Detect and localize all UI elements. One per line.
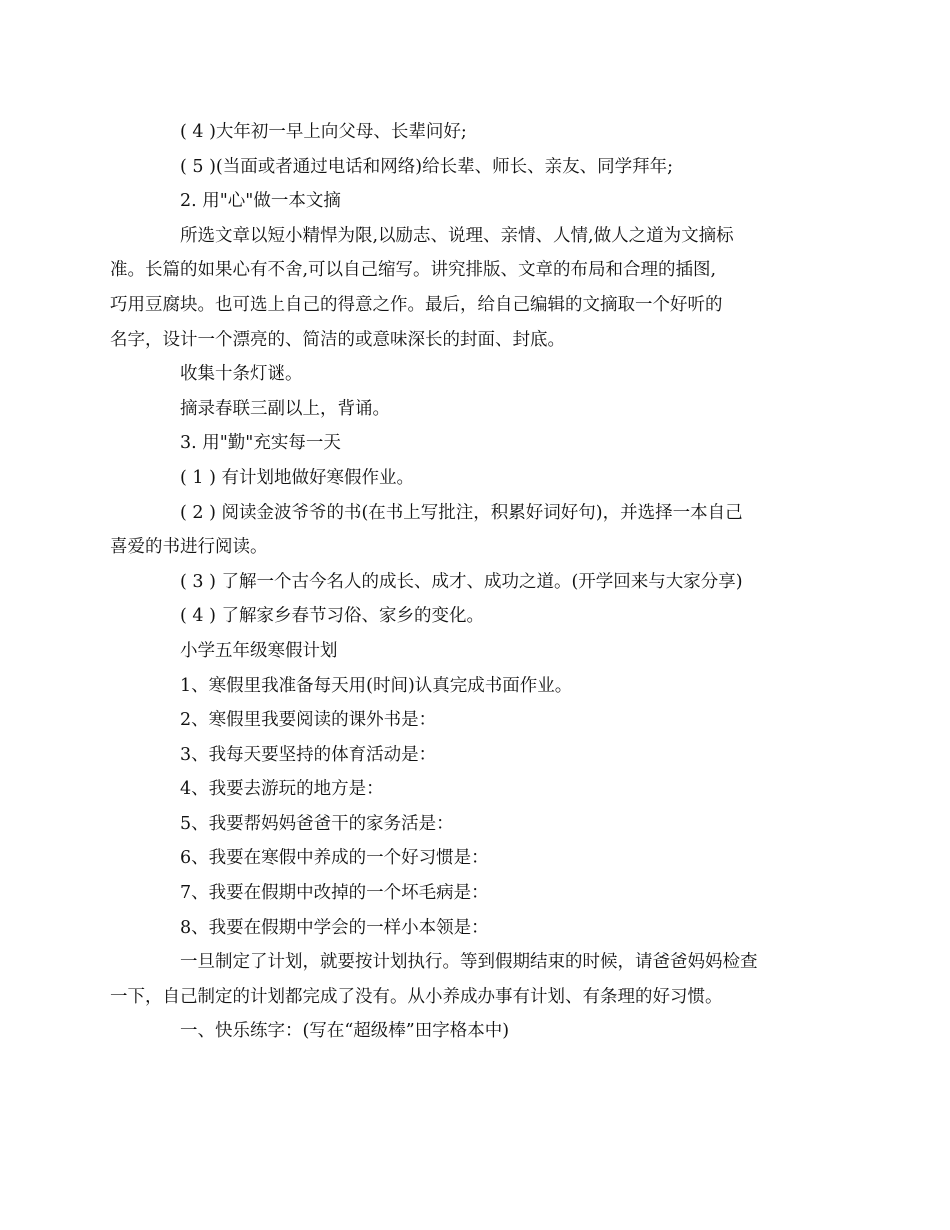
paragraph [145, 703, 810, 738]
paragraph [145, 357, 810, 392]
document-body [110, 115, 810, 1049]
text-line: 1、寒假里我准备每天用(时间)认真完成书面作业。 [180, 675, 573, 696]
text-line: 一、快乐练字：(写在“超级棒”田字格本中) [180, 1021, 510, 1042]
paragraph [145, 150, 810, 185]
text-line: 6、我要在寒假中养成的一个好习惯是： [180, 848, 489, 869]
text-line: ( 2 ) 阅读金波爷爷的书(在书上写批注，积累好词好句)，并选择一本自己 [180, 502, 743, 523]
paragraph [145, 911, 810, 946]
paragraph [145, 807, 810, 842]
paragraph [110, 496, 810, 565]
text-line: 7、我要在假期中改掉的一个坏毛病是： [180, 883, 489, 904]
text-line: 摘录春联三副以上，背诵。 [180, 398, 390, 419]
paragraph [145, 184, 810, 219]
text-line: 8、我要在假期中学会的一样小本领是： [180, 917, 489, 938]
text-line: ( 4 )大年初一早上向父母、长辈问好; [180, 122, 467, 142]
paragraph [110, 945, 810, 1014]
text-line: 5、我要帮妈妈爸爸干的家务活是： [180, 813, 454, 834]
text-line: 喜爱的书进行阅读。 [110, 537, 268, 558]
text-line: 名字，设计一个漂亮的、简洁的或意味深长的封面、封底。 [110, 329, 565, 350]
text-line: 小学五年级寒假计划 [180, 640, 338, 661]
paragraph [145, 565, 810, 600]
paragraph [145, 426, 810, 461]
text-line: 一旦制定了计划，就要按计划执行。等到假期结束的时候，请爸爸妈妈检查 [180, 952, 758, 973]
text-line: ( 4 ) 了解家乡春节习俗、家乡的变化。 [180, 606, 484, 627]
text-line: 所选文章以短小精悍为限,以励志、说理、亲情、人情,做人之道为文摘标 [180, 225, 734, 246]
paragraph [145, 634, 810, 669]
paragraph [145, 599, 810, 634]
text-line: ( 1 ) 有计划地做好寒假作业。 [180, 467, 414, 488]
paragraph [145, 669, 810, 704]
text-line: 一下，自己制定的计划都完成了没有。从小养成办事有计划、有条理的好习惯。 [110, 986, 723, 1007]
text-line: 巧用豆腐块。也可选上自己的得意之作。最后，给自己编辑的文摘取一个好听的 [110, 294, 723, 315]
paragraph [145, 1014, 810, 1049]
paragraph [110, 219, 810, 357]
paragraph [145, 772, 810, 807]
paragraph [145, 876, 810, 911]
text-line: ( 3 ) 了解一个古今名人的成长、成才、成功之道。(开学回来与大家分享) [180, 571, 743, 592]
text-line: 4、我要去游玩的地方是： [180, 779, 384, 800]
text-line: 3、我每天要坚持的体育活动是： [180, 744, 437, 765]
paragraph [145, 738, 810, 773]
paragraph [145, 461, 810, 496]
text-line: 准。长篇的如果心有不舍,可以自己缩写。讲究排版、文章的布局和合理的插图, [110, 260, 717, 281]
text-line: 2、寒假里我要阅读的课外书是： [180, 710, 437, 731]
text-line: 3. 用"勤"充实每一天 [180, 433, 341, 454]
paragraph [145, 115, 810, 150]
paragraph [145, 841, 810, 876]
text-line: 2. 用"心"做一本文摘 [180, 191, 341, 212]
text-line: 收集十条灯谜。 [180, 364, 303, 385]
text-line: ( 5 )(当面或者通过电话和网络)给长辈、师长、亲友、同学拜年; [180, 156, 673, 177]
paragraph [145, 392, 810, 427]
